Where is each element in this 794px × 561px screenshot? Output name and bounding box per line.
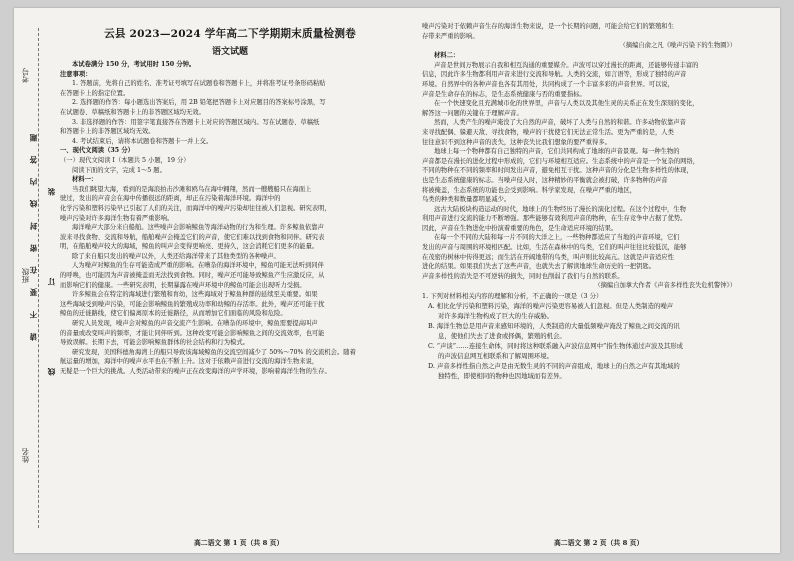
text-line: 研究人员发现，噪声会对鲸鱼的声音交流产生影响。在嘈杂的环境中，鲸鱼需要提高叫声 bbox=[72, 320, 318, 328]
page-1-text bbox=[60, 60, 400, 377]
text-line: 和答题卡上的非答题区域均无效。 bbox=[60, 128, 155, 136]
text-line: 在答题卡上的指定位置。 bbox=[60, 89, 130, 97]
text-line: 海洋噪声大部分来自船舶。这些噪声会影响鲸鱼等海洋动物的行为和生理。许多鲸鱼依靠声 bbox=[72, 224, 324, 232]
text-line: 而影响它们的健康。一些研究表明，长期暴露在噪声环境中的鲸鱼可能会出现听力受损。 bbox=[60, 281, 306, 289]
text-line: 信息，因此许多生物都利用声音来进行交流和导航。人类的交流，如言语等，形成了独特的声音 bbox=[422, 71, 687, 79]
material-1-source: （摘编自俞之凡《噪声污染下的生物圈》） bbox=[619, 42, 736, 50]
exam-title: 云县 2023—2024 学年高二下学期期末质量检测卷 bbox=[104, 28, 356, 40]
option-line: 的声波信息网互相联系和了解周围环境。 bbox=[438, 352, 554, 361]
text-line: 往往意识不到这种声音的丧失，这种丧失比我们想象的要严重得多。 bbox=[422, 138, 611, 146]
text-line: 的音量或改变叫声的频率，才能让同伴听到。这种改变可能会影响鲸鱼之间的交流效率，也可能 bbox=[60, 329, 325, 337]
text-line: 许多鲸鱼会在特定的海域进行繁殖和育幼，这些海域对于鲸鱼种群的延续至关重要。如果 bbox=[72, 291, 318, 299]
text-line: 当我们眺望大海，看到的是海浪拍击沙滩和鸥鸟在海中翱翔，然而一艘艘船只在海面上 bbox=[72, 185, 312, 193]
text-line: 这些海域受到噪声污染，可能会影响鲸鱼的繁殖成功率和幼鲸的存活率。此外，噪声还可能干扰 bbox=[60, 300, 325, 308]
option-line: D. 声音多样性指自然之声是由无数生灵的不同的声音组成，地球上的自然之声有其地域的 bbox=[428, 362, 680, 371]
material-2-source: （摘编自加拿大作者《声音多样性丧失危机警钟》） bbox=[594, 282, 736, 290]
option-line: 独特性，即使相同的物种也因地域而有差异。 bbox=[438, 372, 566, 381]
text-line: 发出的声音与周围的环境相匹配。比如，生活在森林中的鸟类，它们的叫声往往比较低沉，能够 bbox=[422, 244, 687, 252]
text-line: 因此，声音在生物进化中扮演着重要的角色，是生命适应环境的结果。 bbox=[422, 224, 618, 232]
text-line: 噪声污染对于依赖声音生存的海洋生物来说，是一个长期的问题，可能会给它们的繁殖和生 bbox=[422, 23, 674, 30]
exam-page bbox=[14, 8, 780, 553]
option-line: A. 相比化学污染和塑料污染，海洋的噪声污染更容易被人们忽视。但是人类制造的噪声 bbox=[428, 302, 674, 311]
text-line: 然而，人类产生的噪声淹没了大自然的声音，破坏了人类与自然的和谐。许多动物依靠声音 bbox=[434, 119, 686, 127]
material-2-text bbox=[422, 51, 766, 281]
text-line: 存带来严重的影响。 bbox=[422, 32, 479, 40]
text-line: 3. 非选择题的作答：用签字笔直接答在答题卡上对应的答题区域内。写在试题卷、草稿纸 bbox=[72, 118, 320, 126]
text-line: 波来寻找食物、交流和导航，船舶噪声会掩盖它们的声音，使它们难以找到食物和同伴。研究表 bbox=[60, 233, 325, 241]
text-line: 除了来自船只发出的噪声以外，人类还给海洋带来了其他类型的各种噪声。 bbox=[72, 252, 280, 260]
question-1-options bbox=[422, 301, 766, 381]
text-line: 在一个快速变化且充满城市化的世界里，声音与人类以及其他生灵的关系正在发生深刻的变化， bbox=[434, 100, 699, 108]
option-line: 对许多海洋生物构成了巨大的生存威胁。 bbox=[438, 312, 554, 321]
material-1-ending bbox=[422, 22, 766, 41]
text-line: 材料二： bbox=[434, 52, 460, 60]
text-line: 无疑是一个巨大的挑战。人类活动带来的噪声正在改变海洋的声学环境，影响着海洋生物的生存。 bbox=[60, 368, 331, 375]
text-line: 噪声污染对许多海洋生物有着严重影响。 bbox=[60, 214, 174, 222]
text-line: 4. 考试结束后，请将本试题卷和答题卡一并上交。 bbox=[72, 137, 213, 145]
text-line: 也是生态系统健康的标志。当噪声侵入时，这种精妙的平衡就会被打破，许多物种的声音 bbox=[422, 176, 668, 184]
text-line: 1. 答题前，先将自己的姓名、准考证号填写在试题卷和答题卡上，并将准考证号条形码粘贴 bbox=[72, 80, 326, 88]
text-line: 化学污染和塑料污染早已引起了人们的关注，而海洋中的噪声污染却往往被人们忽视。研究表明， bbox=[60, 204, 331, 212]
text-line: 导致误解。长期下去，可能会影响鲸鱼群体的社会结构和行为模式。 bbox=[60, 339, 249, 347]
text-line: 2. 选择题的作答：每小题选出答案后，用 2B 铅笔把答题卡上对应题目的答案标号涂黑，写 bbox=[72, 99, 326, 107]
text-line: 阅读下面的文字，完成 1～5 题。 bbox=[72, 166, 166, 174]
text-line: 鸟类的种类和数量都明显减少。 bbox=[422, 196, 511, 204]
text-line: 航运量的增加，海洋中的噪声水平也在不断上升。这对于依赖声音进行交流的海洋生物来说， bbox=[60, 358, 319, 366]
option-line: C. “声谈”……连接生命体，同时将这种联系融入声波信息网中”指生物体通过声波及其形成 bbox=[428, 342, 683, 351]
text-line: 研究发现，美国科德角海湾上的船只导致该海域鲸鱼的交流空间减少了 50%～70% 的交流机会。随着 bbox=[72, 348, 356, 356]
text-line: 声音是生命存在的标志，是生态系统健康与否的重要指标。 bbox=[422, 90, 586, 98]
text-line: 地球上每一个物种都有自己独特的声音，它们共同构成了地球的声音景观。每一种生物的 bbox=[434, 148, 680, 156]
text-line: 材料一： bbox=[72, 176, 98, 184]
text-line: 鲸鱼的迁徙路线，使它们偏离原本的迁徙路径，从而增加它们面临的风险和危险。 bbox=[60, 310, 287, 318]
text-line: 远古大陆板块构造运动的时代，地球上的生物经历了漫长的演化过程。在这个过程中，生物 bbox=[434, 205, 686, 213]
text-line: 驶过，发出的声音会在海中传播很远的距离，却正在污染着海洋环境。海洋中的 bbox=[60, 195, 281, 203]
exam-subtitle: 语文试题 bbox=[211, 47, 248, 57]
exam-number-label: 考号 bbox=[21, 68, 30, 83]
text-line: 本试卷满分 150 分，考试用时 150 分钟。 bbox=[72, 61, 196, 68]
option-line: 息，使他们失去了进食或择偶，繁殖的机会。 bbox=[438, 332, 566, 341]
page-1-column bbox=[60, 22, 400, 542]
text-line: 不同的物种在不同的频率和时间发出声音，避免相互干扰。这种声音的分化是生物多样性的体现， bbox=[422, 167, 693, 175]
text-line: 在茂密的树林中传得更远；而生活在开阔地带的鸟类，叫声则比较高亢。这就是声音适应性 bbox=[422, 253, 674, 261]
text-line: 将被掩盖，生态系统的功能也会受到影响。科学家发现，在噪声严重的地区， bbox=[422, 186, 637, 194]
binding-margin bbox=[14, 8, 54, 553]
text-line: 利用声音进行交流的能力不断增强。那些能够有效利用声音的物种，在生存竞争中占据了优势。 bbox=[422, 215, 687, 223]
text-line: 声音是世间万物展示自我和相互沟通的重要媒介。声波可以穿过漫长的距离，还能够传递丰富的 bbox=[434, 61, 699, 69]
text-line: 声音都是在漫长的进化过程中形成的，它们与环境相互适应。生态系统中的声音是一个复杂的网络， bbox=[422, 157, 700, 165]
text-line: 进化的结果。如果我们失去了这些声音，也就失去了解读地球生命历史的一把钥匙。 bbox=[422, 263, 655, 271]
text-line: 注意事项： bbox=[60, 70, 92, 78]
text-line: 一、现代文阅读（35 分） bbox=[60, 147, 134, 155]
page-2-column bbox=[422, 22, 766, 542]
text-line: 的呼唤，也可能因为声音被掩盖而无法找到食物。同时，噪声还可能导致鲸鱼产生应激反应，从 bbox=[60, 272, 325, 280]
question-1: 1. 下列对材料相关内容的理解和分析，不正确的一项是（3 分） bbox=[422, 292, 603, 301]
text-line: 来寻找配偶、躲避天敌、寻找食物，噪声的干扰使它们无法正常生活。更为严重的是，人类 bbox=[422, 128, 674, 136]
no-answer-warning: 请 不 要 在 密 封 线 内 答 题 bbox=[29, 128, 38, 341]
text-line: 环境。自然界中的各种声音也各有其用处，共同构成了一个丰富多彩的声音世界。可以说， bbox=[422, 80, 674, 88]
text-line: 明，在船舶噪声较大的海域，鲸鱼的叫声会变得更响亮、更持久，这会消耗它们更多的能量。 bbox=[60, 243, 319, 251]
page-1-footer: 高二语文 第 1 页（共 8 页） bbox=[194, 539, 284, 547]
seal-line-text: 线 订 装 bbox=[47, 148, 56, 376]
text-line: 人为噪声对鲸鱼的生存可能造成严重的影响。在嘈杂的海洋环境中，鲸鱼可能无法听到同伴 bbox=[72, 262, 324, 270]
text-line: 声音多样性的消失是不可逆转的损失，同时也削弱了我们与自然的联系。 bbox=[422, 272, 624, 280]
class-label: 班级 bbox=[21, 268, 30, 283]
name-label: 姓名 bbox=[21, 448, 30, 463]
page-2-footer: 高二语文 第 2 页（共 8 页） bbox=[554, 539, 644, 547]
text-line: 在试题卷、草稿纸和答题卡上的非答题区域均无效。 bbox=[60, 108, 205, 116]
option-line: B. 海洋生物总是用声音来感知环境的，人类制造的大量低频噪声淹没了鲸鱼之间交流的讯 bbox=[428, 322, 680, 331]
text-line: （一）现代文阅读 Ⅰ（本题共 5 小题，19 分） bbox=[60, 156, 190, 164]
text-line: 在每一个不同的大陆和每一片不同的大洋之上，一些物种都适应了当地的声音环境，它们 bbox=[434, 234, 680, 242]
text-line: 解答这一问题的关键在于理解声音。 bbox=[422, 109, 523, 117]
